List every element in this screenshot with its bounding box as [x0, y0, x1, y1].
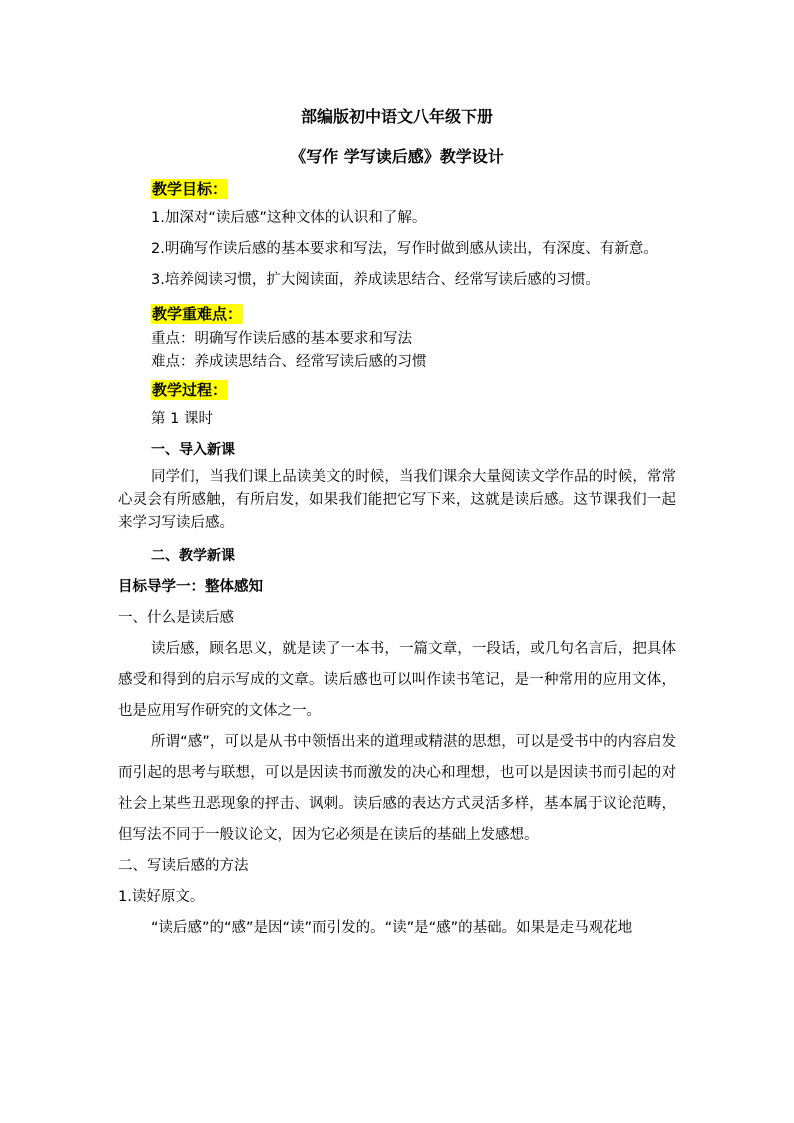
lesson-label: 第 1 课时 [151, 411, 213, 427]
section2-heading: 二、教学新课 [151, 548, 235, 564]
difficult-point: 难点：养成读思结合、经常写读后感的习惯 [151, 354, 427, 370]
section1-text: 同学们，当我们课上品读美文的时候，当我们课余大量阅读文学作品的时候，常常心灵会有所感触，有所启发，如果我们能把它写下来，这就是读后感。这节课我们一起来学习写读后感。 [118, 469, 676, 531]
objective-item: 1.加深对“读后感”这种文体的认识和了解。 [151, 210, 427, 226]
key-points-heading: 教学重难点： [152, 305, 243, 323]
method-1-heading: 1.读好原文。 [118, 889, 205, 905]
process-heading-block [118, 380, 676, 400]
objective-item: 3.培养阅读习惯，扩大阅读面，养成读思结合、经常写读后感的习惯。 [151, 272, 600, 288]
objectives-heading-block [118, 179, 676, 199]
sub1-paragraph-2: 所谓“感”，可以是从书中领悟出来的道理或精湛的思想，可以是受书中的内容启发而引起的思考与联想，可以是因读书而激发的决心和理想，也可以是因读书而引起的对社会上某些丑恶现象的抨击、讽刺。读后感的表达方式灵活多样，基本属于议论范畴，但写法不同于一般议论文，因为它必须是在读后的基础上发感想。 [118, 734, 676, 843]
document-subtitle: 《写作 学写读后感》教学设计 [290, 147, 504, 166]
section1-heading: 一、导入新课 [151, 442, 235, 458]
objective-item: 2.明确写作读后感的基本要求和写法，写作时做到感从读出，有深度、有新意。 [151, 241, 658, 257]
goal-heading: 目标导学一：整体感知 [118, 579, 263, 595]
sub1-paragraph-1: 读后感，顾名思义，就是读了一本书，一篇文章，一段话，或几句名言后，把具体感受和得到的启示写成的文章。读后感也可以叫作读书笔记，是一种常用的应用文体，也是应用写作研究的文体之一。 [118, 641, 676, 719]
sub1-heading: 一、什么是读后感 [118, 610, 234, 626]
key-point: 重点：明确写作读后感的基本要求和写法 [151, 331, 412, 347]
method-1-text: “读后感”的“感”是因“读”而引发的。“读”是“感”的基础。如果是走马观花地 [151, 920, 633, 936]
key-points-heading-block [118, 304, 676, 324]
sub2-heading: 二、写读后感的方法 [118, 858, 249, 874]
document-title: 部编版初中语文八年级下册 [300, 107, 493, 126]
document-content [118, 105, 676, 944]
process-heading: 教学过程： [152, 381, 228, 399]
objectives-heading: 教学目标： [152, 180, 228, 198]
